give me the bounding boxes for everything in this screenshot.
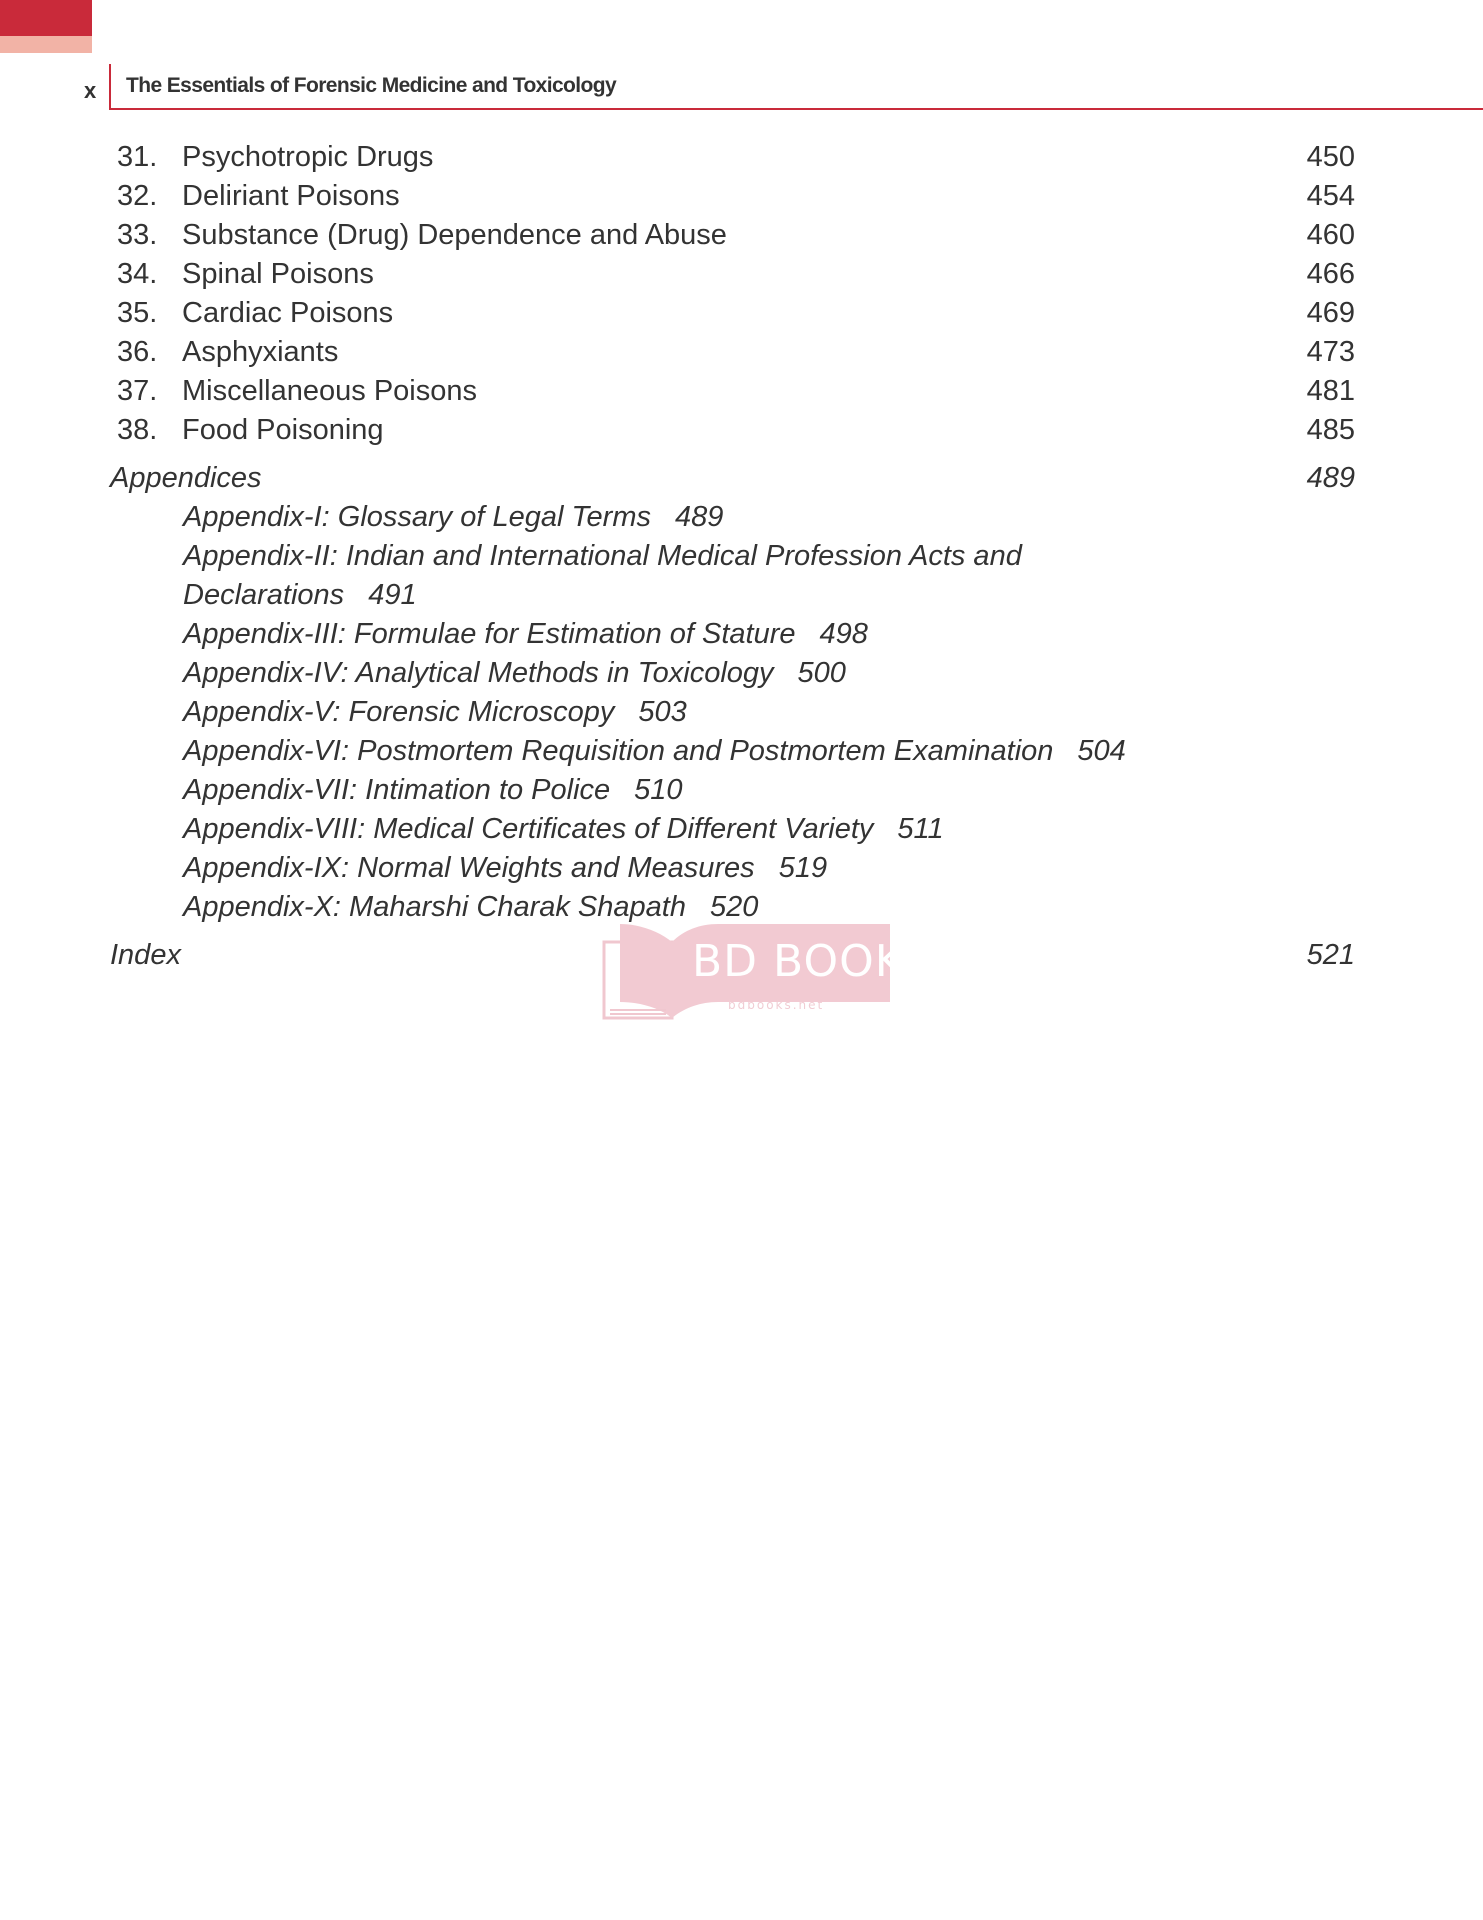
chapter-number: 35. [117,297,158,329]
chapter-number: 34. [117,258,158,290]
toc-appendix-item[interactable] [183,654,846,693]
page-numeral: x [84,78,97,103]
appendix-title: Appendix-IX: Normal Weights and Measures [183,852,755,884]
appendices-heading: Appendices [110,462,262,494]
watermark-logo [600,918,934,1022]
toc-chapter-row[interactable] [110,177,1355,216]
appendix-title: Appendix-I: Glossary of Legal Terms [183,501,651,533]
appendix-title: Appendix-IV: Analytical Methods in Toxicology [183,657,774,689]
appendix-page-number: 489 [674,501,724,533]
index-page-number: 521 [1306,939,1355,971]
chapter-page-number: 481 [1306,375,1355,407]
appendix-title: Appendix-VIII: Medical Certificates of Different Variety [183,813,874,845]
appendix-title: Appendix-VII: Intimation to Police [183,774,611,806]
chapter-number: 32. [117,180,158,212]
book-title: The Essentials of Forensic Medicine and Toxicology [126,74,617,97]
toc-appendix-item[interactable] [183,810,944,849]
index-heading: Index [110,939,181,971]
toc-chapter-row[interactable] [110,216,1355,255]
chapter-title: Deliriant Poisons [182,180,400,212]
header-horizontal-rule [109,108,1483,110]
chapter-page-number: 450 [1306,141,1355,173]
chapter-number: 31. [117,141,158,173]
corner-accent-peach [0,36,92,53]
appendix-page-number: 500 [797,657,846,689]
toc-chapter-row[interactable] [110,372,1355,411]
chapter-title: Spinal Poisons [182,258,374,290]
appendix-title: Appendix-III: Formulae for Estimation of Stature [183,618,796,650]
chapter-page-number: 473 [1306,336,1355,368]
chapter-number: 37. [117,375,158,407]
toc-appendix-item[interactable] [183,771,683,810]
running-head [84,64,1483,110]
watermark-url: bdbooks.net [728,998,825,1012]
appendix-page-number: 511 [897,813,944,845]
toc-chapter-row[interactable] [110,411,1355,450]
toc-chapter-row[interactable] [110,255,1355,294]
header-vertical-rule [109,64,111,110]
toc-appendix-item-continued[interactable] [183,576,417,615]
appendix-page-number: 510 [634,774,683,806]
appendix-page-number: 491 [368,579,417,611]
appendix-page-number: 498 [819,618,868,650]
toc-appendix-item[interactable] [183,537,1022,576]
chapter-title: Psychotropic Drugs [182,141,434,173]
appendix-page-number: 519 [778,852,828,884]
appendix-page-number: 503 [638,696,687,728]
chapter-title: Asphyxiants [182,336,339,368]
chapter-title: Food Poisoning [182,414,384,446]
appendix-page-number: 520 [709,891,759,923]
appendix-title: Appendix-X: Maharshi Charak Shapath [183,891,686,923]
chapter-number: 36. [117,336,158,368]
toc-appendix-item[interactable] [183,615,868,654]
chapter-page-number: 469 [1306,297,1355,329]
watermark-text: BD BOOKS [692,936,934,987]
chapter-title: Substance (Drug) Dependence and Abuse [182,219,727,251]
chapter-title: Cardiac Poisons [182,297,394,329]
toc-chapter-row[interactable] [110,138,1355,177]
corner-accent-red [0,0,92,36]
toc-appendix-item[interactable] [183,849,827,888]
toc-chapter-row[interactable] [110,333,1355,372]
chapter-title: Miscellaneous Poisons [182,375,477,407]
chapter-number: 38. [117,414,158,446]
chapter-number: 33. [117,219,158,251]
chapter-page-number: 460 [1306,219,1355,251]
appendix-title: Appendix-V: Forensic Microscopy [183,696,615,728]
appendix-title: Declarations [183,579,345,611]
appendix-title: Appendix-II: Indian and International Medical Profession Acts and [183,540,1022,572]
appendix-title: Appendix-VI: Postmortem Requisition and Postmortem Examination [183,735,1054,767]
toc-appendices-row[interactable] [110,459,1355,498]
appendices-page-number: 489 [1306,462,1355,494]
toc-chapter-row[interactable] [110,294,1355,333]
chapter-page-number: 485 [1306,414,1355,446]
toc-appendix-item[interactable] [183,498,723,537]
toc-appendix-item[interactable] [183,693,687,732]
chapter-page-number: 466 [1306,258,1355,290]
toc-appendix-item[interactable] [183,732,1126,771]
chapter-page-number: 454 [1306,180,1355,212]
appendix-page-number: 504 [1077,735,1126,767]
